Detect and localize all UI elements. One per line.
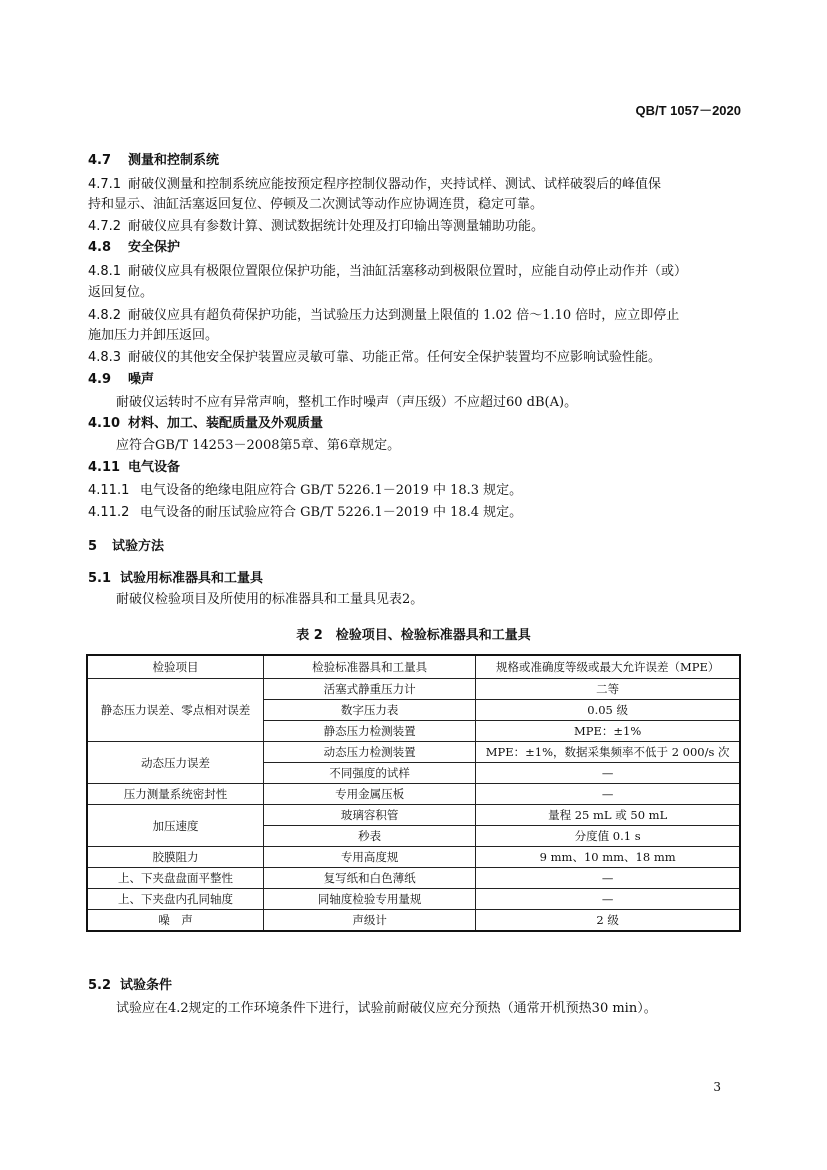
standard-number: QB/T 1057－2020 (635, 103, 741, 118)
table-cell-item: 上、下夹盘内孔同轴度 (87, 889, 263, 910)
table-cell-tool: 复写纸和白色薄纸 (263, 868, 475, 889)
section-4-7-1-line1: 4.7.1 耐破仪测量和控制系统应能按预定程序控制仪器动作，夹持试样、测试、试样破裂后的峰值保 (88, 177, 662, 192)
table-header-cell: 检验项目 (87, 655, 263, 679)
section-4-8-2-line2: 施加压力并卸压返回。 (88, 328, 219, 343)
table-row (87, 910, 740, 932)
inspection-table (86, 654, 741, 932)
table-cell-item: 噪 声 (87, 910, 263, 932)
table-cell-item: 胶膜阻力 (87, 847, 263, 868)
section-4-11-heading: 4.11 电气设备 (88, 460, 181, 475)
table-cell-spec: 分度值 0.1 s (476, 826, 740, 847)
section-5-2-body: 试验应在4.2规定的工作环境条件下进行，试验前耐破仪应充分预热（通常开机预热30 min）。 (116, 1001, 657, 1016)
section-4-10-heading: 4.10 材料、加工、装配质量及外观质量 (88, 416, 324, 431)
table-row (87, 805, 740, 826)
table-caption: 表 2 检验项目、检验标准器具和工量具 (296, 628, 531, 643)
table-cell-spec: 9 mm、10 mm、18 mm (476, 847, 740, 868)
table-cell-spec: — (476, 784, 740, 805)
table-cell-tool: 数字压力表 (263, 700, 475, 721)
section-4-9-body: 耐破仪运转时不应有异常声响，整机工作时噪声（声压级）不应超过60 dB(A)。 (116, 395, 578, 410)
table-cell-spec: 0.05 级 (476, 700, 740, 721)
table-cell-tool: 专用金属压板 (263, 784, 475, 805)
table-cell-spec: MPE：±1%，数据采集频率不低于 2 000/s 次 (476, 742, 740, 763)
section-4-11-2: 4.11.2 电气设备的耐压试验应符合 GB/T 5226.1－2019 中 18.4 规定。 (88, 505, 523, 520)
table-cell-tool: 玻璃容积管 (263, 805, 475, 826)
table-row (87, 847, 740, 868)
table-cell-item: 加压速度 (87, 805, 263, 847)
table-cell-spec: — (476, 868, 740, 889)
section-5-1-heading: 5.1 试验用标准器具和工量具 (88, 571, 264, 586)
table-header-row (87, 655, 740, 679)
table-row (87, 868, 740, 889)
table-cell-spec: 量程 25 mL 或 50 mL (476, 805, 740, 826)
section-4-11-1: 4.11.1 电气设备的绝缘电阻应符合 GB/T 5226.1－2019 中 18.3 规定。 (88, 483, 523, 498)
table-cell-item: 上、下夹盘盘面平整性 (87, 868, 263, 889)
section-4-8-1-line2: 返回复位。 (88, 285, 154, 300)
table-row (87, 742, 740, 763)
section-4-7-heading: 4.7 测量和控制系统 (88, 153, 220, 168)
section-5-1-body: 耐破仪检验项目及所使用的标准器具和工量具见表2。 (116, 592, 424, 607)
table-cell-spec: 二等 (476, 679, 740, 700)
table-cell-item: 压力测量系统密封性 (87, 784, 263, 805)
section-4-9-heading: 4.9 噪声 (88, 372, 155, 387)
table-cell-tool: 静态压力检测装置 (263, 721, 475, 742)
section-4-8-3: 4.8.3 耐破仪的其他安全保护装置应灵敏可靠、功能正常。任何安全保护装置均不应影响试验性能。 (88, 350, 662, 365)
section-4-8-heading: 4.8 安全保护 (88, 240, 181, 255)
section-4-8-2-line1: 4.8.2 耐破仪应具有超负荷保护功能，当试验压力达到测量上限值的 1.02 倍～1.10 倍时，应立即停止 (88, 308, 680, 323)
table-cell-tool: 活塞式静重压力计 (263, 679, 475, 700)
section-5-heading: 5 试验方法 (88, 539, 165, 554)
table-cell-spec: 2 级 (476, 910, 740, 932)
table-row (87, 889, 740, 910)
table-cell-tool: 不同强度的试样 (263, 763, 475, 784)
section-4-7-1-line2: 持和显示、油缸活塞返回复位、停顿及二次测试等动作应协调连贯，稳定可靠。 (88, 197, 544, 212)
table-header-cell: 检验标准器具和工量具 (263, 655, 475, 679)
section-4-8-1-line1: 4.8.1 耐破仪应具有极限位置限位保护功能，当油缸活塞移动到极限位置时，应能自动停止动作并（或） (88, 264, 688, 279)
table-cell-tool: 声级计 (263, 910, 475, 932)
section-5-2-heading: 5.2 试验条件 (88, 978, 173, 993)
table-cell-spec: — (476, 889, 740, 910)
table-cell-tool: 专用高度规 (263, 847, 475, 868)
section-4-7-2: 4.7.2 耐破仪应具有参数计算、测试数据统计处理及打印输出等测量辅助功能。 (88, 219, 545, 234)
table-cell-tool: 同轴度检验专用量规 (263, 889, 475, 910)
table-cell-spec: — (476, 763, 740, 784)
table-cell-tool: 秒表 (263, 826, 475, 847)
table-cell-item: 动态压力误差 (87, 742, 263, 784)
table-cell-tool: 动态压力检测装置 (263, 742, 475, 763)
page-number: 3 (713, 1080, 721, 1094)
table-cell-spec: MPE：±1% (476, 721, 740, 742)
table-row (87, 784, 740, 805)
table-row (87, 679, 740, 700)
table-header-cell: 规格或准确度等级或最大允许误差（MPE） (476, 655, 740, 679)
table-cell-item: 静态压力误差、零点相对误差 (87, 679, 263, 742)
section-4-10-body: 应符合GB/T 14253－2008第5章、第6章规定。 (116, 438, 401, 453)
